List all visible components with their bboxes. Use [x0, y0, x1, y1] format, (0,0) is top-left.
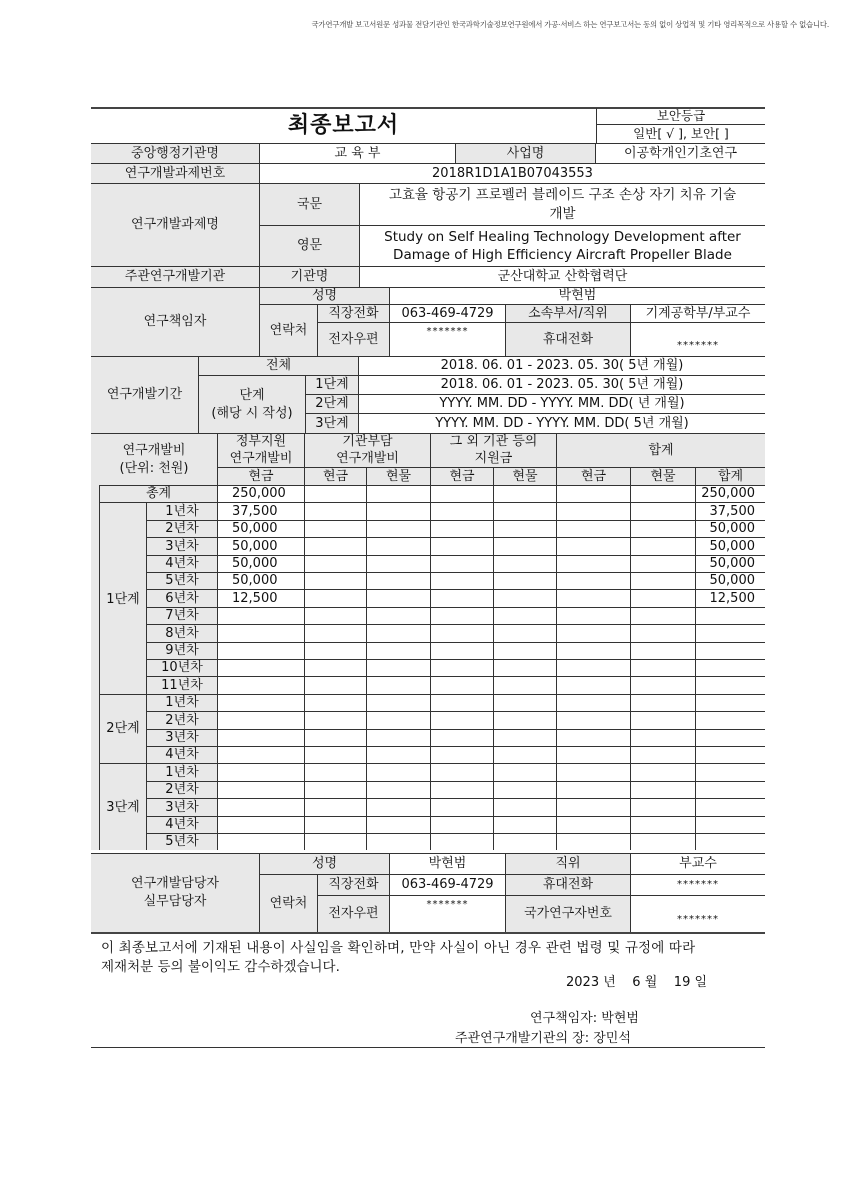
pi-email-value: *******: [390, 322, 506, 356]
left-gutter: [91, 485, 99, 850]
pi-office-phone-label: 직장전화: [318, 304, 390, 322]
budget-cell: [557, 711, 631, 728]
budget-cell: [431, 607, 494, 624]
staff-label-line2: 실무담당자: [143, 894, 207, 909]
sum-header: 합계: [557, 433, 765, 467]
budget-cell: [494, 833, 557, 850]
budget-cell: [557, 607, 631, 624]
year-label: 8년차: [147, 624, 218, 641]
period-total-value: 2018. 06. 01 - 2023. 05. 30( 5년 개월): [359, 356, 765, 375]
budget-cell: [631, 659, 696, 676]
budget-cell: [696, 798, 765, 815]
budget-cell: [305, 607, 367, 624]
total-row-cell: [305, 485, 367, 502]
pi-dept-value: 기계공학부/부교수: [631, 304, 765, 322]
total-row-cell: 250,000: [696, 485, 765, 502]
total-row-cell: 250,000: [218, 485, 305, 502]
declaration-line1: 이 최종보고서에 기재된 내용이 사실임을 확인하며, 만약 사실이 아닌 경우 관련 법령 및 규정에 따라: [101, 940, 696, 956]
budget-cell: [696, 711, 765, 728]
period-stage1-label: 1단계: [306, 375, 359, 394]
staff-mobile-value: *******: [631, 874, 765, 895]
period-stage2-label: 2단계: [306, 394, 359, 413]
total-row-cell: [367, 485, 431, 502]
budget-cell: [431, 694, 494, 711]
budget-cell: [631, 798, 696, 815]
budget-cell: [367, 589, 431, 606]
budget-cell: [431, 642, 494, 659]
staff-name-value: 박현범: [390, 853, 506, 874]
budget-cell: [696, 607, 765, 624]
staff-researcher-no-label: 국가연구자번호: [506, 895, 631, 932]
budget-cell: 50,000: [218, 520, 305, 537]
budget-cell: [218, 746, 305, 763]
budget-cell: [696, 833, 765, 850]
declaration-line2: 제재처분 등의 불이익도 감수하겠습니다.: [101, 959, 340, 975]
budget-cell: [431, 676, 494, 693]
budget-cell: [305, 781, 367, 798]
budget-cell: [494, 624, 557, 641]
budget-label-line2: (단위: 천원): [119, 460, 189, 476]
korean-title-line1: 고효율 항공기 프로펠러 블레이드 구조 손상 자기 치유 기술: [388, 187, 737, 204]
budget-cell: 12,500: [218, 589, 305, 606]
budget-cell: [367, 729, 431, 746]
budget-cell: [367, 798, 431, 815]
subheader-4: 현물: [494, 467, 557, 485]
host-head-signature: 주관연구개발기관의 장: 장민석: [455, 1031, 631, 1046]
budget-cell: [218, 833, 305, 850]
budget-cell: [696, 642, 765, 659]
budget-cell: 50,000: [218, 537, 305, 554]
budget-cell: [494, 555, 557, 572]
budget-cell: [305, 572, 367, 589]
budget-cell: [305, 624, 367, 641]
budget-cell: [631, 781, 696, 798]
year-label: 3년차: [147, 798, 218, 815]
subheader-1: 현금: [305, 467, 367, 485]
gov-funding-header: [218, 433, 305, 467]
budget-cell: [631, 729, 696, 746]
subheader-7: 합계: [696, 467, 765, 485]
english-title-value: [360, 225, 765, 266]
budget-cell: [305, 763, 367, 780]
budget-cell: [305, 711, 367, 728]
period-label: 연구개발기간: [91, 356, 199, 433]
budget-cell: [305, 694, 367, 711]
pi-name-value: 박현범: [390, 287, 765, 304]
budget-cell: [494, 763, 557, 780]
budget-cell: [367, 607, 431, 624]
year-label: 5년차: [147, 833, 218, 850]
budget-cell: [367, 555, 431, 572]
total-row-cell: [431, 485, 494, 502]
budget-cell: [631, 642, 696, 659]
budget-cell: [494, 694, 557, 711]
copyright-notice: 국가연구개발 보고서원문 성과물 전담기관인 한국과학기술정보연구원에서 가공·서비스 하는 연구보고서는 동의 없이 상업적 및 기타 영리목적으로 사용할 수 없습니다.: [311, 20, 829, 29]
budget-cell: [367, 746, 431, 763]
project-number-value: 2018R1D1A1B07043553: [260, 163, 765, 183]
subheader-2: 현물: [367, 467, 431, 485]
korean-title-line2: 개발: [549, 205, 576, 222]
staff-position-value: 부교수: [631, 853, 765, 874]
year-label: 1년차: [147, 502, 218, 519]
budget-cell: [494, 676, 557, 693]
budget-cell: [631, 676, 696, 693]
budget-cell: [431, 520, 494, 537]
budget-label: [91, 433, 218, 485]
budget-cell: [557, 642, 631, 659]
staff-label: [91, 853, 260, 932]
pi-name-label: 성명: [260, 287, 390, 304]
year-label: 1년차: [147, 763, 218, 780]
budget-cell: [431, 555, 494, 572]
staff-position-label: 직위: [506, 853, 631, 874]
budget-cell: [431, 798, 494, 815]
budget-cell: [431, 833, 494, 850]
total-row-cell: [631, 485, 696, 502]
project-name-label: 연구개발과제명: [91, 183, 260, 266]
budget-cell: [218, 781, 305, 798]
year-label: 2년차: [147, 711, 218, 728]
budget-cell: 50,000: [696, 572, 765, 589]
budget-cell: [218, 798, 305, 815]
staff-email-value: *******: [390, 895, 506, 932]
budget-cell: [631, 537, 696, 554]
staff-office-phone-label: 직장전화: [318, 874, 390, 895]
budget-cell: [557, 520, 631, 537]
host-institution-sublabel: 기관명: [260, 266, 360, 287]
period-total-label: 전체: [199, 356, 359, 375]
budget-cell: [494, 502, 557, 519]
pi-mobile-value: *******: [631, 322, 765, 356]
host-institution-value: 군산대학교 산학협력단: [360, 266, 765, 287]
budget-cell: [557, 729, 631, 746]
inst-header-line1: 기관부담: [342, 434, 393, 450]
budget-cell: [218, 659, 305, 676]
budget-cell: [557, 555, 631, 572]
budget-cell: [494, 711, 557, 728]
budget-cell: 50,000: [696, 537, 765, 554]
budget-cell: [367, 520, 431, 537]
stage-label-text: 단계: [239, 387, 265, 403]
budget-cell: [696, 746, 765, 763]
budget-cell: [696, 763, 765, 780]
pi-email-label: 전자우편: [318, 322, 390, 356]
other-header-line2: 지원금: [474, 450, 513, 466]
period-stage1-value: 2018. 06. 01 - 2023. 05. 30( 5년 개월): [359, 375, 765, 394]
korean-title-value: [360, 183, 765, 225]
budget-cell: [494, 729, 557, 746]
stage-note-text: (해당 시 작성): [211, 405, 293, 421]
budget-cell: [696, 694, 765, 711]
period-stage3-value: YYYY. MM. DD - YYYY. MM. DD( 5년 개월): [359, 413, 765, 433]
budget-cell: 12,500: [696, 589, 765, 606]
budget-cell: [431, 746, 494, 763]
year-label: 11년차: [147, 676, 218, 693]
subheader-3: 현금: [431, 467, 494, 485]
year-label: 7년차: [147, 607, 218, 624]
stage-label-3: 3단계: [99, 763, 147, 850]
budget-cell: [431, 502, 494, 519]
budget-cell: [218, 676, 305, 693]
bottom-border: [91, 1047, 765, 1048]
budget-cell: [367, 642, 431, 659]
staff-mobile-label: 휴대전화: [506, 874, 631, 895]
budget-cell: [305, 676, 367, 693]
budget-cell: 37,500: [696, 502, 765, 519]
project-number-label: 연구개발과제번호: [91, 163, 260, 183]
staff-name-label: 성명: [260, 853, 390, 874]
budget-cell: [305, 520, 367, 537]
budget-cell: [696, 729, 765, 746]
budget-cell: [305, 816, 367, 833]
ministry-value: 교 육 부: [260, 143, 455, 163]
security-grade-value: 일반[ √ ], 보안[ ]: [596, 125, 765, 143]
budget-cell: [431, 729, 494, 746]
budget-cell: [494, 537, 557, 554]
budget-cell: [631, 589, 696, 606]
stage-label-2: 2단계: [99, 694, 147, 764]
budget-cell: [557, 798, 631, 815]
budget-cell: [367, 781, 431, 798]
year-label: 2년차: [147, 520, 218, 537]
inst-funding-header: [305, 433, 431, 467]
budget-cell: [431, 572, 494, 589]
budget-cell: [431, 589, 494, 606]
other-funding-header: [431, 433, 557, 467]
budget-cell: [557, 694, 631, 711]
english-title-label: 영문: [260, 225, 360, 266]
budget-cell: [557, 589, 631, 606]
total-row-cell: [557, 485, 631, 502]
budget-cell: [367, 676, 431, 693]
subheader-6: 현물: [631, 467, 696, 485]
host-institution-label: 주관연구개발기관: [91, 266, 260, 287]
budget-cell: [305, 537, 367, 554]
budget-cell: [557, 572, 631, 589]
budget-cell: [367, 502, 431, 519]
budget-cell: [218, 729, 305, 746]
budget-cell: [431, 711, 494, 728]
budget-cell: [494, 798, 557, 815]
pi-contact-label: 연락처: [260, 304, 318, 356]
year-label: 9년차: [147, 642, 218, 659]
period-stage3-label: 3단계: [306, 413, 359, 433]
budget-cell: [631, 502, 696, 519]
budget-cell: [557, 781, 631, 798]
budget-cell: 37,500: [218, 502, 305, 519]
budget-cell: [218, 711, 305, 728]
budget-cell: [305, 729, 367, 746]
year-label: 4년차: [147, 555, 218, 572]
staff-office-phone-value: 063-469-4729: [390, 874, 506, 895]
korean-title-label: 국문: [260, 183, 360, 225]
budget-cell: [631, 572, 696, 589]
budget-cell: [557, 763, 631, 780]
budget-cell: [557, 502, 631, 519]
budget-cell: [494, 520, 557, 537]
budget-cell: 50,000: [696, 520, 765, 537]
budget-cell: 50,000: [218, 572, 305, 589]
budget-cell: [494, 572, 557, 589]
staff-label-line1: 연구개발담당자: [131, 876, 219, 892]
budget-cell: [631, 694, 696, 711]
year-label: 5년차: [147, 572, 218, 589]
budget-cell: [305, 798, 367, 815]
budget-cell: [367, 833, 431, 850]
total-row-cell: [494, 485, 557, 502]
pi-label: 연구책임자: [91, 287, 260, 356]
budget-cell: [431, 659, 494, 676]
budget-cell: [557, 746, 631, 763]
pi-dept-label: 소속부서/직위: [506, 304, 631, 322]
budget-cell: [431, 624, 494, 641]
budget-cell: [431, 816, 494, 833]
budget-cell: [631, 711, 696, 728]
security-grade-label: 보안등급: [596, 108, 765, 125]
inst-header-line2: 연구개발비: [336, 450, 399, 466]
stage-label-1: 1단계: [99, 502, 147, 693]
budget-cell: [494, 746, 557, 763]
budget-cell: [631, 763, 696, 780]
budget-cell: [367, 711, 431, 728]
budget-cell: [631, 555, 696, 572]
staff-researcher-no-value: *******: [631, 895, 765, 932]
budget-cell: [631, 624, 696, 641]
budget-cell: [631, 816, 696, 833]
year-label: 4년차: [147, 746, 218, 763]
budget-cell: [367, 816, 431, 833]
budget-cell: [696, 676, 765, 693]
budget-cell: [557, 816, 631, 833]
total-row-label: 총계: [99, 485, 218, 502]
budget-cell: [218, 607, 305, 624]
budget-cell: [557, 676, 631, 693]
ministry-label: 중앙행정기관명: [91, 143, 260, 163]
budget-cell: [557, 659, 631, 676]
budget-cell: [494, 659, 557, 676]
staff-contact-label: 연락처: [260, 874, 318, 932]
budget-cell: 50,000: [218, 555, 305, 572]
pi-office-phone-value: 063-469-4729: [390, 304, 506, 322]
budget-cell: [305, 659, 367, 676]
year-label: 1년차: [147, 694, 218, 711]
budget-cell: [367, 572, 431, 589]
budget-cell: [494, 781, 557, 798]
year-label: 10년차: [147, 659, 218, 676]
gov-header-line1: 정부지원: [235, 434, 287, 450]
budget-cell: [305, 746, 367, 763]
other-header-line1: 그 외 기관 등의: [449, 434, 538, 450]
budget-cell: [696, 624, 765, 641]
year-label: 6년차: [147, 589, 218, 606]
budget-cell: [367, 537, 431, 554]
budget-cell: [631, 607, 696, 624]
budget-cell: [431, 537, 494, 554]
program-label: 사업명: [455, 143, 596, 163]
budget-cell: [367, 659, 431, 676]
budget-cell: [557, 833, 631, 850]
budget-cell: [696, 816, 765, 833]
declaration-date: 2023 년 6 월 19 일: [566, 975, 708, 990]
page-title: 최종보고서: [287, 112, 400, 138]
budget-cell: [494, 607, 557, 624]
budget-cell: [631, 520, 696, 537]
year-label: 4년차: [147, 816, 218, 833]
budget-label-line1: 연구개발비: [122, 442, 186, 458]
gov-header-line2: 연구개발비: [229, 450, 293, 466]
pi-mobile-label: 휴대전화: [506, 322, 631, 356]
budget-cell: [367, 763, 431, 780]
budget-cell: 50,000: [696, 555, 765, 572]
staff-bottom-border: [91, 932, 765, 934]
budget-cell: [431, 763, 494, 780]
budget-cell: [218, 624, 305, 641]
budget-cell: [494, 589, 557, 606]
budget-cell: [494, 642, 557, 659]
english-title-line2: Damage of High Efficiency Aircraft Propeller Blade: [393, 247, 732, 263]
budget-cell: [218, 763, 305, 780]
subheader-5: 현금: [557, 467, 631, 485]
english-title-line1: Study on Self Healing Technology Development after: [384, 228, 741, 245]
subheader-0: 현금: [218, 467, 305, 485]
budget-cell: [367, 624, 431, 641]
budget-cell: [431, 781, 494, 798]
year-label: 3년차: [147, 729, 218, 746]
pi-signature: 연구책임자: 박현범: [530, 1011, 639, 1026]
budget-cell: [305, 589, 367, 606]
budget-cell: [696, 781, 765, 798]
program-value: 이공학개인기초연구: [596, 143, 765, 163]
budget-cell: [305, 555, 367, 572]
budget-cell: [305, 833, 367, 850]
budget-cell: [218, 816, 305, 833]
period-stage2-value: YYYY. MM. DD - YYYY. MM. DD( 년 개월): [359, 394, 765, 413]
staff-email-label: 전자우편: [318, 895, 390, 932]
budget-cell: [367, 694, 431, 711]
period-stage-label: [199, 375, 306, 433]
budget-cell: [631, 746, 696, 763]
budget-cell: [557, 537, 631, 554]
budget-cell: [696, 659, 765, 676]
budget-cell: [557, 624, 631, 641]
budget-cell: [218, 642, 305, 659]
budget-cell: [305, 502, 367, 519]
year-label: 3년차: [147, 537, 218, 554]
budget-cell: [494, 816, 557, 833]
year-label: 2년차: [147, 781, 218, 798]
budget-cell: [631, 833, 696, 850]
budget-cell: [305, 642, 367, 659]
budget-cell: [218, 694, 305, 711]
